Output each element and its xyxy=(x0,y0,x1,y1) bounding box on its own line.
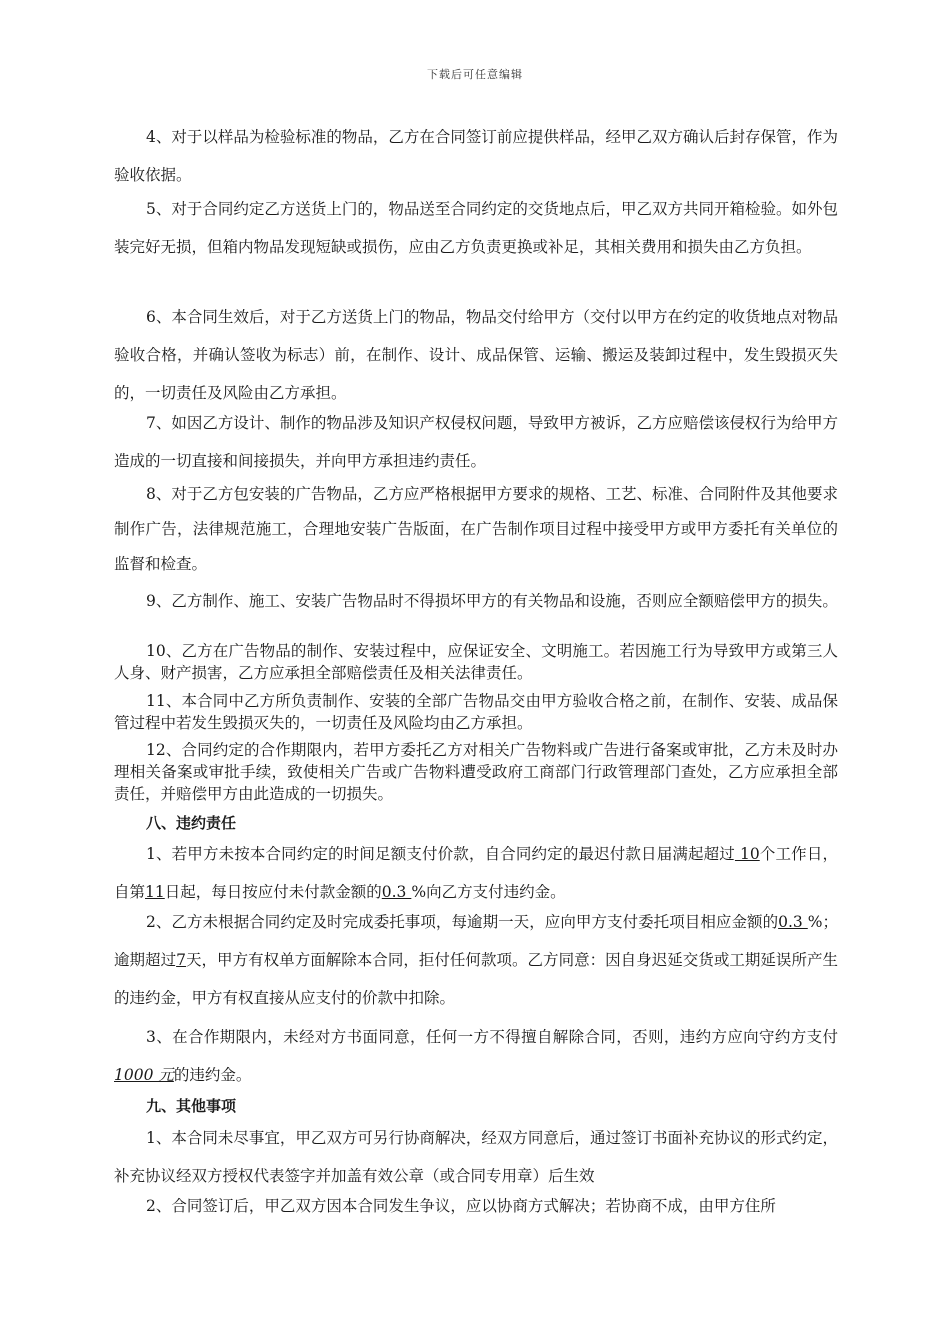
clause-8: 8、对于乙方包安装的广告物品，乙方应严格根据甲方要求的规格、工艺、标准、合同附件及其他要求制作广告，法律规范施工，合理地安装广告版面，在广告制作项目过程中接受甲方或甲方委托有关单位的监督和检查。 xyxy=(114,485,838,573)
grace-days-value: 10 xyxy=(734,845,760,863)
delay-rate-value: 0.3 xyxy=(778,913,808,931)
section-9-clause-2: 2、合同签订后，甲乙双方因本合同发生争议，应以协商方式解决；若协商不成，由甲方住所 xyxy=(146,1197,776,1215)
clause-11: 11、本合同中乙方所负责制作、安装的全部广告物品交由甲方验收合格之前，在制作、安装、成品保管过程中若发生毁损灭失的，一切责任及风险均由乙方承担。 xyxy=(114,692,838,732)
penalty-rate-value: 0.3 xyxy=(381,883,412,901)
section-8-title: 八、违约责任 xyxy=(146,814,237,832)
clause-10: 10、乙方在广告物品的制作、安装过程中，应保证安全、文明施工。若因施工行为导致甲方或第三人人身、财产损害，乙方应承担全部赔偿责任及相关法律责任。 xyxy=(114,642,838,682)
s8-p1-text-b: 个工作日，自第 xyxy=(114,845,838,901)
s8-p2-text-b: %；逾期超过 xyxy=(114,913,838,969)
clause-12: 12、合同约定的合作期限内，若甲方委托乙方对相关广告物料或广告进行备案或审批，乙方未及时办理相关备案或审批手续，致使相关广告或广告物料遭受政府工商部门行政管理部门查处，乙方应承担全部责任，并赔偿甲方由此造成的一切损失。 xyxy=(114,741,838,803)
section-8-clause-2 xyxy=(114,903,838,1017)
section-9-title: 九、其他事项 xyxy=(146,1097,237,1115)
s8-p2-text-a: 2、乙方未根据合同约定及时完成委托事项，每逾期一天，应向甲方支付委托项目相应金额的 xyxy=(146,913,779,931)
penalty-amount-value: 1000 元 xyxy=(114,1066,174,1084)
s8-p1-text-d: %向乙方支付违约金。 xyxy=(411,883,566,901)
section-9-clause-1: 1、本合同未尽事宜，甲乙双方可另行协商解决，经双方同意后，通过签订书面补充协议的形式约定，补充协议经双方授权代表签字并加盖有效公章（或合同专用章）后生效 xyxy=(114,1129,838,1185)
start-day-value: 11 xyxy=(145,883,165,901)
section-8-clause-3 xyxy=(114,1018,838,1094)
clause-9: 9、乙方制作、施工、安装广告物品时不得损坏甲方的有关物品和设施，否则应全额赔偿甲方的损失。 xyxy=(146,592,838,610)
clause-5: 5、对于合同约定乙方送货上门的，物品送至合同约定的交货地点后，甲乙双方共同开箱检验。如外包装完好无损，但箱内物品发现短缺或损伤，应由乙方负责更换或补足，其相关费用和损失由乙方负担。 xyxy=(114,200,838,256)
clause-7: 7、如因乙方设计、制作的物品涉及知识产权侵权问题，导致甲方被诉，乙方应赔偿该侵权行为给甲方造成的一切直接和间接损失，并向甲方承担违约责任。 xyxy=(114,414,838,470)
overdue-days-value: 7 xyxy=(176,951,186,969)
clause-4: 4、对于以样品为检验标准的物品，乙方在合同签订前应提供样品，经甲乙双方确认后封存保管，作为验收依据。 xyxy=(114,128,838,184)
s8-p1-text-c: 日起，每日按应付未付款金额的 xyxy=(164,883,382,901)
page-header: 下载后可任意编辑 xyxy=(427,68,523,81)
s8-p3-text-a: 3、在合作期限内，未经对方书面同意，任何一方不得擅自解除合同，否则，违约方应向守约方支付 xyxy=(146,1028,838,1046)
clause-6: 6、本合同生效后，对于乙方送货上门的物品，物品交付给甲方（交付以甲方在约定的收货地点对物品验收合格，并确认签收为标志）前，在制作、设计、成品保管、运输、搬运及装卸过程中，发生毁损灭失的，一切责任及风险由乙方承担。 xyxy=(114,308,838,402)
section-8-clause-1 xyxy=(114,835,838,911)
s8-p1-text-a: 1、若甲方未按本合同约定的时间足额支付价款，自合同约定的最迟付款日届满起超过 xyxy=(146,845,735,863)
s8-p3-text-b: 的违约金。 xyxy=(173,1066,252,1084)
s8-p2-text-c: 天，甲方有权单方面解除本合同，拒付任何款项。乙方同意：因自身迟延交货或工期延误所产生的违约金，甲方有权直接从应支付的价款中扣除。 xyxy=(114,951,838,1007)
